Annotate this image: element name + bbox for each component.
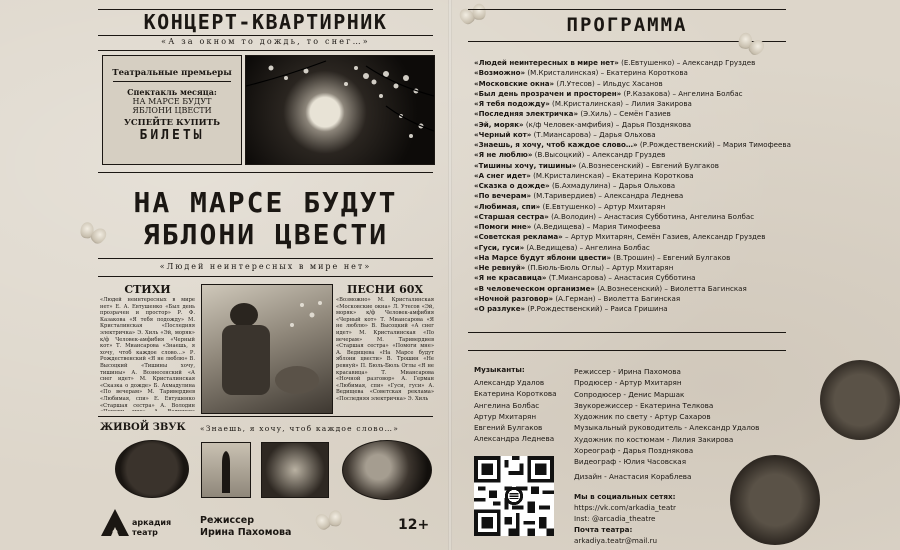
musician-name: Ангелина Болбас [474, 400, 540, 410]
right-page [450, 0, 900, 550]
crew-role: Продюсер [574, 378, 613, 388]
program-performer: (А.Ведищева) – Ангелина Болбас [524, 242, 650, 252]
program-item [474, 232, 794, 242]
program-song: «По вечерам» [474, 191, 532, 201]
crew-name: - Ирина Пахомова [610, 367, 681, 376]
rule [98, 35, 433, 36]
program-item [474, 284, 794, 294]
musicians-list [474, 377, 557, 445]
songs-text: «Возможно» М. Кристалинская «Московские окна» Л. Утесов «Эй, моряк» к/ф Человек-амфибия «Черный кот» Т. Миансарова «Я не люблю» В. Высоцкий «А снег идет» М. Кристалинская «По вечерам» М. Таривердиев «Старшая сестра» «Помоги мне» А. Ведищева «На Марсе будут яблони цвести» В. Трошин «Не ревнуй» П. Бюль-Бюль Оглы «Я не красавица» Т. Миансарова «Ночной разговор» А. Герман «Любимая, спи» «Гуси, гуси» А. Ведищева «Советская реклама» «Последняя электричка» Э. Хиль [336, 297, 434, 402]
program-item [474, 253, 794, 263]
program-song: «Последняя электричка» [474, 109, 579, 119]
blossom-circle-photo [115, 440, 189, 498]
crew-name: - Артур Сахаров [647, 412, 711, 422]
premiere-line5: БИЛЕТЫ [139, 128, 205, 143]
program-performer: (А.Вознесенский) – Виолетта Багинская [594, 283, 747, 293]
premiere-line1: Спектакль месяца: [127, 87, 217, 97]
program-performer: (Б.Ахмадулина) – Дарья Ольхова [549, 181, 676, 190]
program-item [474, 243, 794, 253]
premiere-line2: НА МАРСЕ БУДУТ [132, 97, 212, 106]
program-song: «Людей неинтересных в мире нет» [474, 58, 619, 67]
crew-credit [574, 445, 759, 456]
crew-role: Звукорежиссер [574, 400, 633, 410]
program-song: «Я тебя подожду» [474, 99, 550, 108]
program-song: «На Марсе будут яблони цвести» [474, 252, 612, 262]
program-item [474, 150, 794, 160]
program-song: «Не ревнуй» [474, 263, 526, 272]
qr-code-image [474, 456, 554, 536]
musician-name: Александра Леднева [474, 434, 555, 444]
program-item [474, 161, 794, 171]
accordion-player-photo [201, 284, 333, 414]
rule [98, 50, 433, 51]
blossom-branches-art [246, 56, 434, 164]
program-song: «Тишины хочу, тишины» [474, 160, 577, 170]
rule [98, 172, 433, 173]
program-performer: (Е.Евтушенко) – Артур Мхитарян [540, 201, 666, 211]
program-performer: (А.Володин) – Анастасия Субботина, Ангелина Болбас [548, 211, 755, 221]
program-list [474, 58, 794, 314]
crew-credit [574, 400, 759, 411]
program-item [474, 79, 794, 89]
program-song: «Черный кот» [474, 129, 532, 139]
program-performer: – Артур Мхитарян, Семён Газиев, Александр Груздев [562, 232, 766, 242]
crew-role: Художник по свету [574, 412, 648, 422]
crew-credit [574, 422, 759, 433]
program-performer: (Т.Миансарова) – Дарья Ольхова [531, 129, 656, 139]
program-song: «О разлуке» [474, 304, 526, 313]
crew-name: - Артур Мхитарян [612, 378, 682, 388]
headline-line1: НА МАРСЕ БУДУТ [133, 186, 398, 219]
program-song: «Сказка о дожде» [474, 181, 550, 190]
program-song: «Знаешь, я хочу, чтоб каждое слово…» [474, 140, 638, 149]
program-performer: (В.Трошин) – Евгений Булгаков [611, 252, 731, 262]
program-item [474, 202, 794, 212]
program-item [474, 89, 794, 99]
program-item [474, 273, 794, 283]
logo-text-2: театр [132, 528, 158, 537]
arkadia-logo-icon [100, 508, 130, 540]
blossom-branch-photo [261, 442, 329, 498]
blossom-circle-photo-right-bottom [730, 455, 820, 545]
program-song: «Московские окна» [474, 78, 555, 88]
director-name: Ирина Пахомова [200, 527, 292, 538]
musician-silhouette-art [202, 285, 332, 413]
blossom-circle-photo-right-top [820, 360, 900, 440]
program-item [474, 99, 794, 109]
program-performer: (Р.Рождественский) – Мария Тимофеева [637, 140, 791, 149]
program-item [474, 263, 794, 273]
rule [468, 9, 786, 10]
program-performer: (Л.Утесов) – Ильдус Хасанов [554, 78, 663, 88]
musician-name: Артур Мхитарян [474, 411, 537, 421]
program-performer: (М.Кристалинская) – Екатерина Короткова [530, 170, 694, 180]
program-song: «Был день прозрачен и просторен» [474, 88, 622, 98]
program-song: «Возможно» [474, 68, 526, 78]
program-performer: (Е.Евтушенко) – Александр Груздев [618, 58, 756, 67]
program-performer: (А.Ведищева) – Мария Тимофеева [531, 222, 661, 231]
theatre-logo [100, 508, 172, 542]
live-sound-label: ЖИВОЙ ЗВУК [100, 422, 186, 433]
program-song: «Любимая, спи» [474, 201, 541, 211]
program-item [474, 304, 794, 314]
program-performer: (М.Кристалинская) – Екатерина Короткова [525, 68, 688, 78]
program-song: «А снег идет» [474, 170, 531, 180]
program-performer: (М.Кристалинская) – Лилия Закирова [549, 99, 692, 108]
musician-name: Александр Удалов [474, 378, 545, 387]
headline-line2: ЯБЛОНИ ЦВЕСТИ [142, 218, 389, 251]
premiere-box [102, 55, 242, 165]
crew-role: Режиссер [574, 367, 611, 376]
crew-name: - Лилия Закирова [664, 434, 734, 444]
program-song: «Я не люблю» [474, 150, 533, 160]
program-song: «Гуси, гуси» [474, 242, 525, 252]
concert-title: КОНЦЕРТ-КВАРТИРНИК [143, 10, 388, 34]
crew-credit [574, 411, 759, 422]
program-song: «Ночной разговор» [474, 293, 554, 303]
couple-photo [342, 440, 432, 500]
program-performer: (Р.Казакова) – Ангелина Болбас [621, 88, 743, 98]
program-performer: (Э.Хиль) – Семён Газиев [578, 109, 671, 119]
rule [468, 332, 786, 333]
crew-name: - Александр Удалов [682, 423, 760, 433]
design-credit: Дизайн - Анастасия Кораблева [574, 472, 692, 481]
program-item [474, 58, 794, 68]
program-song: «Старшая сестра» [474, 211, 549, 221]
poems-text: «Людей неинтересных в мире нет» Е. А. Евтушенко «Был день прозрачен и простор» Р. Ф. Казакова «Я тебя подожду» М. Кристалинская «Последняя электричка» Э. Хиль «Эй, моряк» к/ф Человек-амфибия «Черный кот» Т. Миансарова «Знаешь, я хочу, чтоб каждое слово…» Р. Рождественский «Я не люблю» В. Высоцкий «Тишины хочу, тишины» А. Вознесенский «А снег идет» М. Кристалинская «Сказка о дожде» Б. Ахмадулина «По вечерам» М. Таривердиев «Любимая, спи» Е. Евтушенко «Старшая сестра» А. Володин [100, 297, 195, 409]
program-song: «Помоги мне» [474, 222, 532, 231]
crew-credit [574, 456, 759, 467]
crew-credit [574, 389, 759, 400]
rule [113, 81, 231, 82]
vk-link[interactable]: https://vk.com/arkadia_teatr [574, 503, 677, 512]
crew-role: Художник по костюмам [574, 434, 665, 444]
program-performer: (П.Бюль-Бюль Оглы) – Артур Мхитарян [525, 263, 674, 272]
program-song: «В человеческом организме» [474, 283, 595, 293]
crew-name: - Юлия Часовская [616, 457, 687, 467]
crew-role: Видеограф [574, 457, 617, 467]
program-item [474, 120, 794, 130]
rule [98, 276, 433, 277]
crew-name: - Дарья Позднякова [615, 446, 694, 456]
program-item [474, 140, 794, 150]
premiere-line4: УСПЕЙТЕ КУПИТЬ [124, 118, 220, 128]
crew-credit [574, 377, 759, 388]
program-song: «Эй, моряк» [474, 119, 524, 129]
program-song: «Я не красавица» [474, 273, 547, 283]
program-title: ПРОГРАММА [566, 14, 688, 36]
crew-name: - Екатерина Телкова [632, 400, 714, 410]
program-item [474, 130, 794, 140]
musician-name: Евгений Булгаков [474, 423, 543, 433]
social-label: Мы в социальных сетях: [574, 492, 676, 501]
director-label: Режиссер [200, 515, 255, 526]
program-item [474, 222, 794, 232]
rule [468, 350, 786, 351]
rule [98, 416, 433, 417]
program-performer: (А.Вознесенский) – Евгений Булгаков [576, 160, 719, 170]
crew-credit [574, 366, 759, 377]
mail-label: Почта театра: [574, 525, 633, 534]
quote-word: «Знаешь, я хочу, чтоб каждое слово…» [200, 424, 400, 433]
program-item [474, 171, 794, 181]
rule [98, 258, 433, 259]
age-rating: 12+ [398, 517, 430, 533]
crew-list [574, 366, 759, 468]
instagram-link[interactable]: Inst: @arcadia_theatre [574, 514, 656, 523]
program-performer: (к/ф Человек-амфибия) – Дарья Позднякова [523, 119, 692, 129]
poems-title: СТИХИ [124, 283, 171, 296]
moth-decoration-icon [314, 509, 343, 531]
program-performer: (Р.Рождественский) – Раиса Гришина [525, 304, 668, 313]
musician-name: Екатерина Короткова [474, 389, 557, 399]
program-performer: (А.Герман) – Виолетта Багинская [553, 293, 681, 303]
program-performer: (Т.Миансарова) – Анастасия Субботина [546, 273, 696, 283]
program-song: «Советская реклама» [474, 232, 563, 242]
mail-link[interactable]: arkadiya.teatr@mail.ru [574, 536, 658, 545]
program-item [474, 191, 794, 201]
program-item [474, 212, 794, 222]
logo-text-1: аркадия [132, 518, 172, 527]
songs-title: ПЕСНИ 60Х [347, 283, 423, 296]
musicians-label: Музыканты: [474, 365, 525, 374]
program-item [474, 294, 794, 304]
hand-silhouette-art [202, 443, 250, 497]
crew-name: - Денис Маршак [621, 389, 685, 399]
program-performer: (М.Таривердиев) – Александра Леднева [531, 191, 684, 201]
hand-photo [201, 442, 251, 498]
crew-role: Музыкальный руководитель [574, 423, 683, 433]
moon-blossom-photo [245, 55, 435, 165]
program-item [474, 68, 794, 78]
program-performer: (В.Высоцкий) – Александр Груздев [532, 150, 666, 160]
premiere-header: Театральные премьеры [112, 68, 232, 78]
crew-role: Хореограф [574, 446, 616, 456]
crew-role: Сопродюсер [574, 389, 622, 399]
crew-credit [574, 434, 759, 445]
program-item [474, 181, 794, 191]
premiere-line3: ЯБЛОНИ ЦВЕСТИ [132, 106, 212, 115]
quote-people: «Людей неинтересных в мире нет» [159, 262, 372, 271]
program-item [474, 109, 794, 119]
subtitle-quote: «А за окном то дождь, то снег…» [161, 37, 370, 46]
qr-code [474, 456, 554, 536]
